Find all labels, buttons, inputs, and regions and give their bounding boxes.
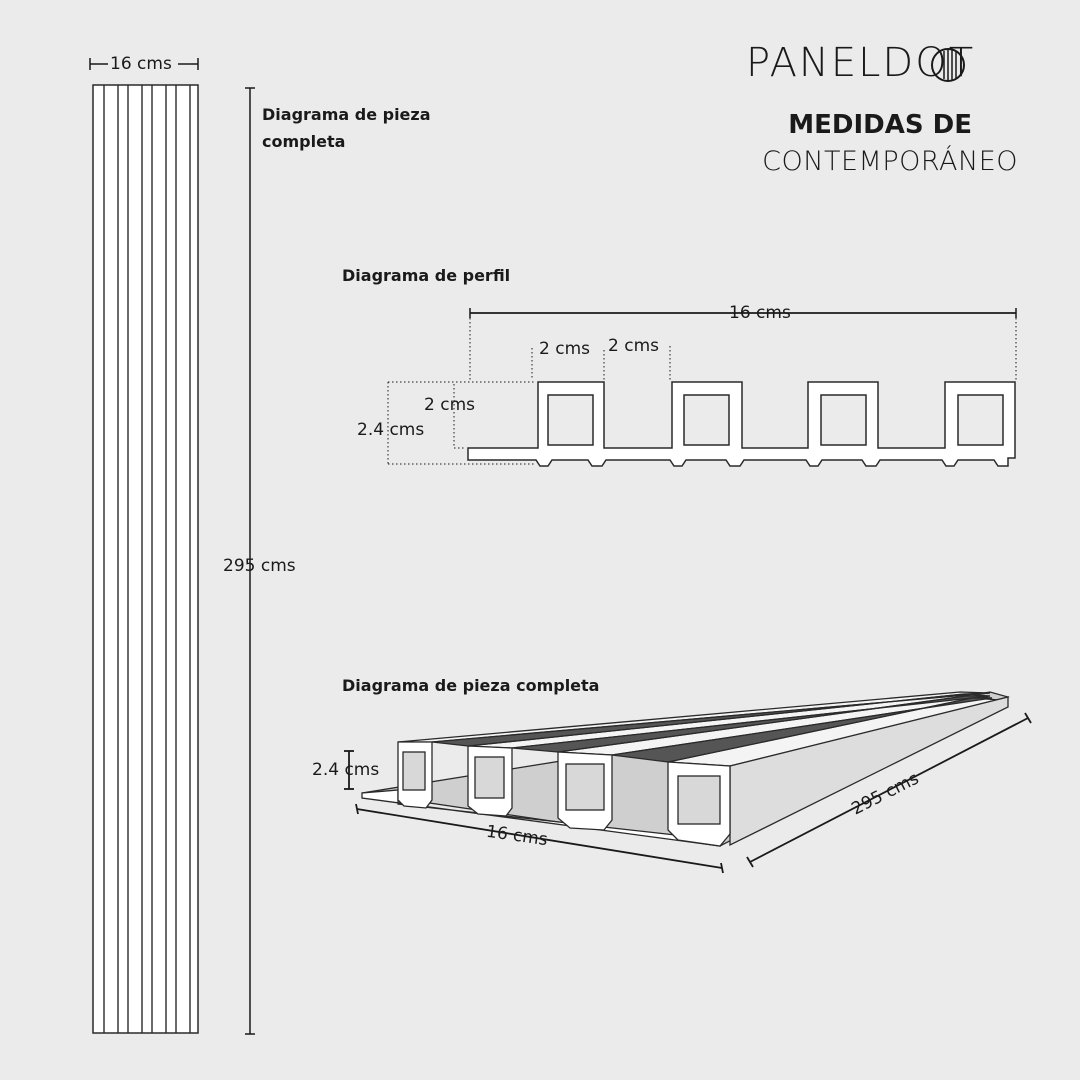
iso-heading: Diagrama de pieza completa <box>342 676 600 695</box>
profile-total-height-label: 2.4 cms <box>357 420 425 440</box>
elevation-height-dimension <box>245 88 255 1034</box>
iso-width-label: 16 cms <box>484 821 549 851</box>
profile-gap-label: 2 cms <box>608 336 659 356</box>
elevation-width-dimension <box>90 58 198 70</box>
iso-shape <box>362 692 1008 846</box>
profile-shape <box>468 382 1015 466</box>
page-title: MEDIDAS DE <box>788 110 972 140</box>
profile-total-width-label: 16 cms <box>729 303 791 323</box>
brand-name: PANELDOT <box>746 40 976 86</box>
profile-slat-width-label: 2 cms <box>539 339 590 359</box>
logo-mark <box>932 49 964 81</box>
page-subtitle: CONTEMPORÁNEO <box>762 146 1018 177</box>
elevation-height-label: 295 cms <box>223 556 296 576</box>
elevation-panel <box>93 85 198 1033</box>
elevation-heading: Diagrama de pieza completa <box>262 105 431 151</box>
iso-height-label: 2.4 cms <box>312 760 380 780</box>
elevation-width-label: 16 cms <box>110 54 172 74</box>
profile-heading: Diagrama de perfil <box>342 266 511 285</box>
profile-slat-height-label: 2 cms <box>424 395 475 415</box>
iso-length-label: 295 cms <box>848 768 923 820</box>
